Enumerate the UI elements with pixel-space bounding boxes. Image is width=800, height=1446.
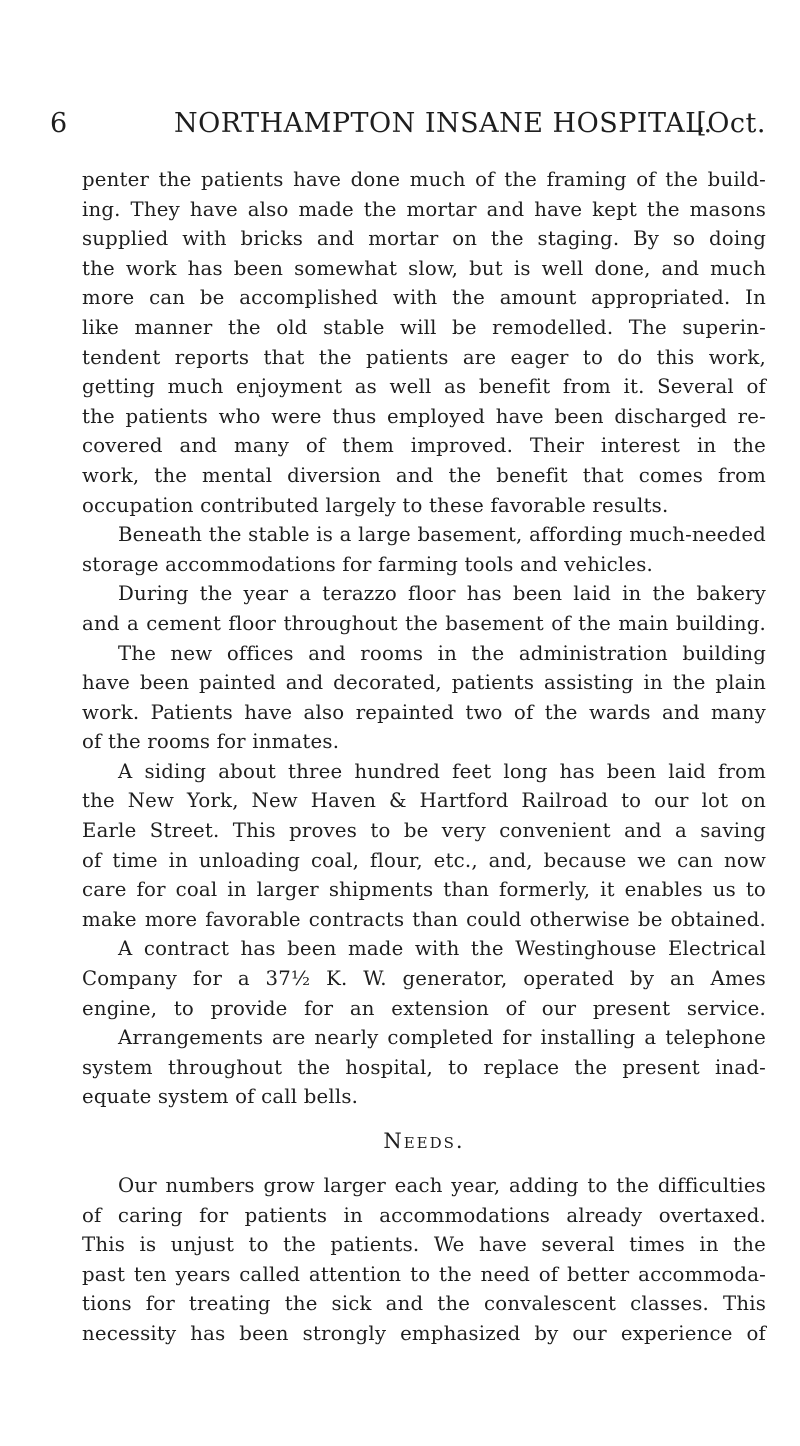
text-line: A contract has been made with the Westinghouse Electrical (118, 937, 766, 961)
text-line: tendent reports that the patients are eager to do this work, (82, 345, 766, 369)
text-line: have been painted and decorated, patients assisting in the plain (82, 671, 766, 695)
text-line: equate system of call bells. (82, 1085, 359, 1109)
text-line: Company for a 37½ K. W. generator, operated by an Ames (82, 967, 766, 991)
header-month: [Oct. (696, 108, 766, 139)
text-line: During the year a terazzo floor has been laid in the bakery (118, 582, 766, 606)
text-line: more can be accomplished with the amount appropriated. In (82, 286, 766, 310)
text-line: Arrangements are nearly completed for installing a telephone (118, 1026, 766, 1050)
text-line: A siding about three hundred feet long has been laid from (118, 759, 766, 783)
text-line: This is unjust to the patients. We have several times in the (82, 1233, 766, 1257)
text-line: Our numbers grow larger each year, adding to the difficulties (118, 1174, 766, 1197)
text-line: care for coal in larger shipments than formerly, it enables us to (82, 878, 766, 902)
text-line: and a cement floor throughout the basement of the main building. (82, 611, 766, 635)
text-line: penter the patients have done much of the framing of the build- (82, 168, 766, 191)
text-line: of the rooms for inmates. (82, 730, 340, 754)
text-line: tions for treating the sick and the convalescent classes. This (82, 1292, 766, 1316)
body-text (82, 165, 766, 1349)
text-line: like manner the old stable will be remodelled. The superin- (82, 315, 766, 339)
text-line: necessity has been strongly emphasized by our experience of (82, 1321, 766, 1345)
section-heading: Needs. (383, 1129, 465, 1153)
text-line: Beneath the stable is a large basement, affording much-needed (118, 523, 766, 547)
text-line: ing. They have also made the mortar and have kept the masons (82, 197, 766, 221)
text-line: of caring for patients in accommodations already overtaxed. (82, 1203, 766, 1227)
text-line: engine, to provide for an extension of our present service. (82, 996, 766, 1020)
text-line: work. Patients have also repainted two of the wards and many (82, 700, 766, 724)
text-line: the patients who were thus employed have been discharged re- (82, 404, 766, 428)
text-line: past ten years called attention to the need of better accommoda- (82, 1262, 766, 1286)
text-line: storage accommodations for farming tools and vehicles. (82, 552, 653, 576)
text-line: Earle Street. This proves to be very convenient and a saving (82, 819, 766, 843)
text-line: The new offices and rooms in the administration building (118, 641, 766, 665)
text-line: getting much enjoyment as well as benefit from it. Several of (82, 375, 766, 399)
text-line: system throughout the hospital, to replace the present inad- (82, 1055, 766, 1079)
text-line: the work has been somewhat slow, but is well done, and much (82, 256, 766, 280)
page-number: 6 (50, 108, 68, 139)
text-line: work, the mental diversion and the benefit that comes from (82, 463, 766, 487)
running-title: NORTHAMPTON INSANE HOSPITAL. (174, 108, 713, 139)
text-line: make more favorable contracts than could otherwise be obtained. (82, 907, 766, 931)
text-line: supplied with bricks and mortar on the staging. By so doing (82, 227, 766, 251)
text-line: of time in unloading coal, flour, etc., and, because we can now (82, 848, 766, 872)
text-line: the New York, New Haven & Hartford Railroad to our lot on (82, 789, 766, 813)
page-header (50, 104, 766, 144)
text-line: covered and many of them improved. Their interest in the (82, 434, 766, 458)
text-line: occupation contributed largely to these favorable results. (82, 493, 669, 517)
